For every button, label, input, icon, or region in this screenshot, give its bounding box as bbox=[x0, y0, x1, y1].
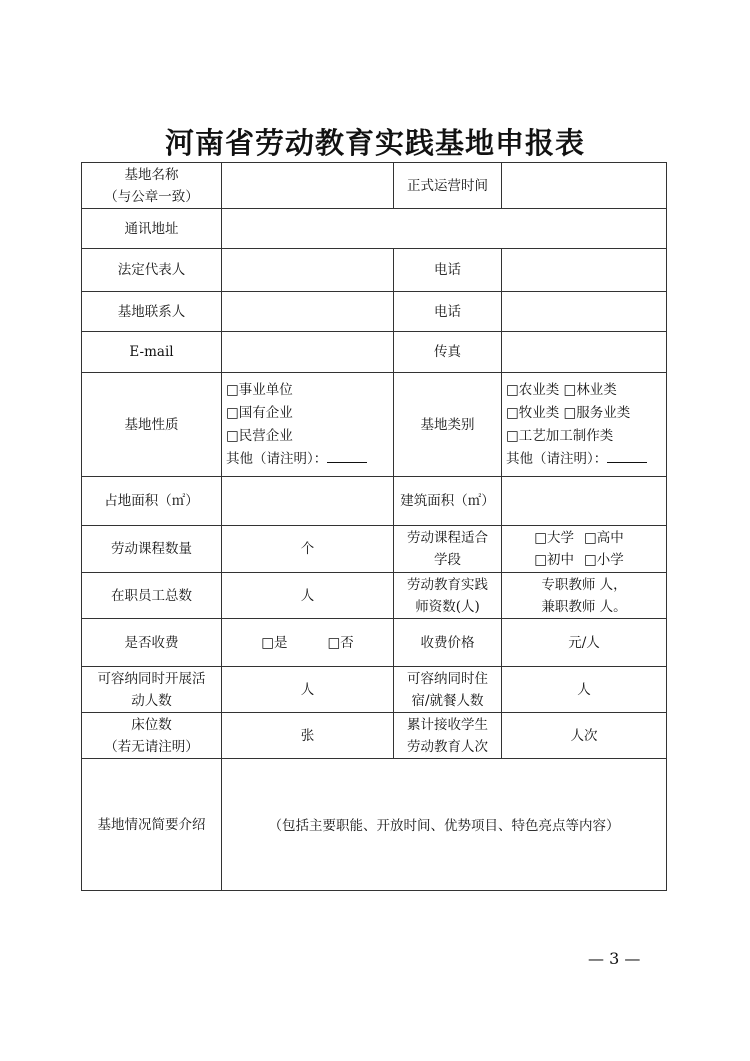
operation-time-field[interactable] bbox=[502, 163, 667, 209]
teacher-label: 劳动教育实践 师资数(人) bbox=[394, 573, 502, 619]
row-staff bbox=[82, 573, 667, 619]
legal-rep-field[interactable] bbox=[222, 249, 394, 292]
row-base-name bbox=[82, 163, 667, 209]
address-label: 通讯地址 bbox=[82, 209, 222, 249]
operation-time-label: 正式运营时间 bbox=[394, 163, 502, 209]
beds-field[interactable]: 张 bbox=[222, 713, 394, 759]
price-field[interactable]: 元/人 bbox=[502, 619, 667, 667]
base-name-label: 基地名称 （与公章一致） bbox=[82, 163, 222, 209]
fee-options bbox=[222, 619, 394, 667]
nature-option-public[interactable]: □事业单位 bbox=[226, 381, 293, 398]
fax-field[interactable] bbox=[502, 332, 667, 373]
nature-option-private[interactable]: □民营企业 bbox=[226, 427, 293, 444]
stage-option-primary[interactable]: □小学 bbox=[584, 552, 624, 568]
stage-option-university[interactable]: □大学 bbox=[534, 530, 574, 546]
teacher-counts[interactable]: 专职教师 人， 兼职教师 人。 bbox=[502, 573, 667, 619]
capacity-field[interactable]: 人 bbox=[222, 667, 394, 713]
contact-phone-field[interactable] bbox=[502, 292, 667, 332]
nature-other-blank[interactable] bbox=[327, 450, 367, 463]
building-area-field[interactable] bbox=[502, 477, 667, 526]
courses-label: 劳动课程数量 bbox=[82, 526, 222, 573]
row-legal-rep bbox=[82, 249, 667, 292]
capacity-label: 可容纳同时开展活 动人数 bbox=[82, 667, 222, 713]
fee-label: 是否收费 bbox=[82, 619, 222, 667]
row-capacity bbox=[82, 667, 667, 713]
row-email bbox=[82, 332, 667, 373]
row-area bbox=[82, 477, 667, 526]
category-label: 基地类别 bbox=[394, 373, 502, 477]
category-options bbox=[502, 373, 667, 477]
row-address bbox=[82, 209, 667, 249]
lodging-label: 可容纳同时住 宿/就餐人数 bbox=[394, 667, 502, 713]
stage-label: 劳动课程适合 学段 bbox=[394, 526, 502, 573]
page-title: 河南省劳动教育实践基地申报表 bbox=[164, 126, 585, 160]
category-option-craft[interactable]: □工艺加工制作类 bbox=[506, 427, 614, 444]
address-field[interactable] bbox=[222, 209, 667, 249]
fax-label: 传真 bbox=[394, 332, 502, 373]
fee-option-yes[interactable]: □是 bbox=[261, 634, 288, 651]
nature-option-state[interactable]: □国有企业 bbox=[226, 404, 293, 421]
email-field[interactable] bbox=[222, 332, 394, 373]
contact-label: 基地联系人 bbox=[82, 292, 222, 332]
application-form bbox=[81, 162, 667, 891]
base-name-field[interactable] bbox=[222, 163, 394, 209]
land-area-field[interactable] bbox=[222, 477, 394, 526]
contact-phone-label: 电话 bbox=[394, 292, 502, 332]
row-intro bbox=[82, 759, 667, 891]
category-option-agri-forest[interactable]: □农业类 □林业类 bbox=[506, 381, 617, 398]
category-option-other[interactable]: 其他（请注明）： bbox=[506, 448, 662, 471]
staff-label: 在职员工总数 bbox=[82, 573, 222, 619]
row-nature bbox=[82, 373, 667, 477]
intro-label: 基地情况简要介绍 bbox=[82, 759, 222, 891]
legal-rep-phone-field[interactable] bbox=[502, 249, 667, 292]
category-other-blank[interactable] bbox=[607, 450, 647, 463]
beds-label: 床位数 （若无请注明） bbox=[82, 713, 222, 759]
intro-hint: （包括主要职能、开放时间、优势项目、特色亮点等内容） bbox=[268, 817, 620, 834]
stage-option-middle[interactable]: □初中 bbox=[534, 552, 574, 568]
intro-field[interactable] bbox=[222, 759, 667, 891]
staff-count-field[interactable]: 人 bbox=[222, 573, 394, 619]
stage-option-high[interactable]: □高中 bbox=[584, 530, 624, 546]
courses-count-field[interactable]: 个 bbox=[222, 526, 394, 573]
nature-label: 基地性质 bbox=[82, 373, 222, 477]
land-area-label: 占地面积（㎡） bbox=[82, 477, 222, 526]
nature-option-other[interactable]: 其他（请注明）： bbox=[226, 448, 389, 471]
students-label: 累计接收学生 劳动教育人次 bbox=[394, 713, 502, 759]
fee-option-no[interactable]: □否 bbox=[327, 634, 354, 651]
email-label: E-mail bbox=[82, 332, 222, 373]
students-field[interactable]: 人次 bbox=[502, 713, 667, 759]
page-number: — 3 — bbox=[588, 949, 641, 968]
row-contact bbox=[82, 292, 667, 332]
stage-options bbox=[502, 526, 667, 573]
building-area-label: 建筑面积（㎡） bbox=[394, 477, 502, 526]
legal-rep-label: 法定代表人 bbox=[82, 249, 222, 292]
price-label: 收费价格 bbox=[394, 619, 502, 667]
legal-rep-phone-label: 电话 bbox=[394, 249, 502, 292]
nature-options bbox=[222, 373, 394, 477]
row-fee bbox=[82, 619, 667, 667]
contact-field[interactable] bbox=[222, 292, 394, 332]
row-courses bbox=[82, 526, 667, 573]
row-beds bbox=[82, 713, 667, 759]
lodging-field[interactable]: 人 bbox=[502, 667, 667, 713]
category-option-pasture-service[interactable]: □牧业类 □服务业类 bbox=[506, 404, 631, 421]
